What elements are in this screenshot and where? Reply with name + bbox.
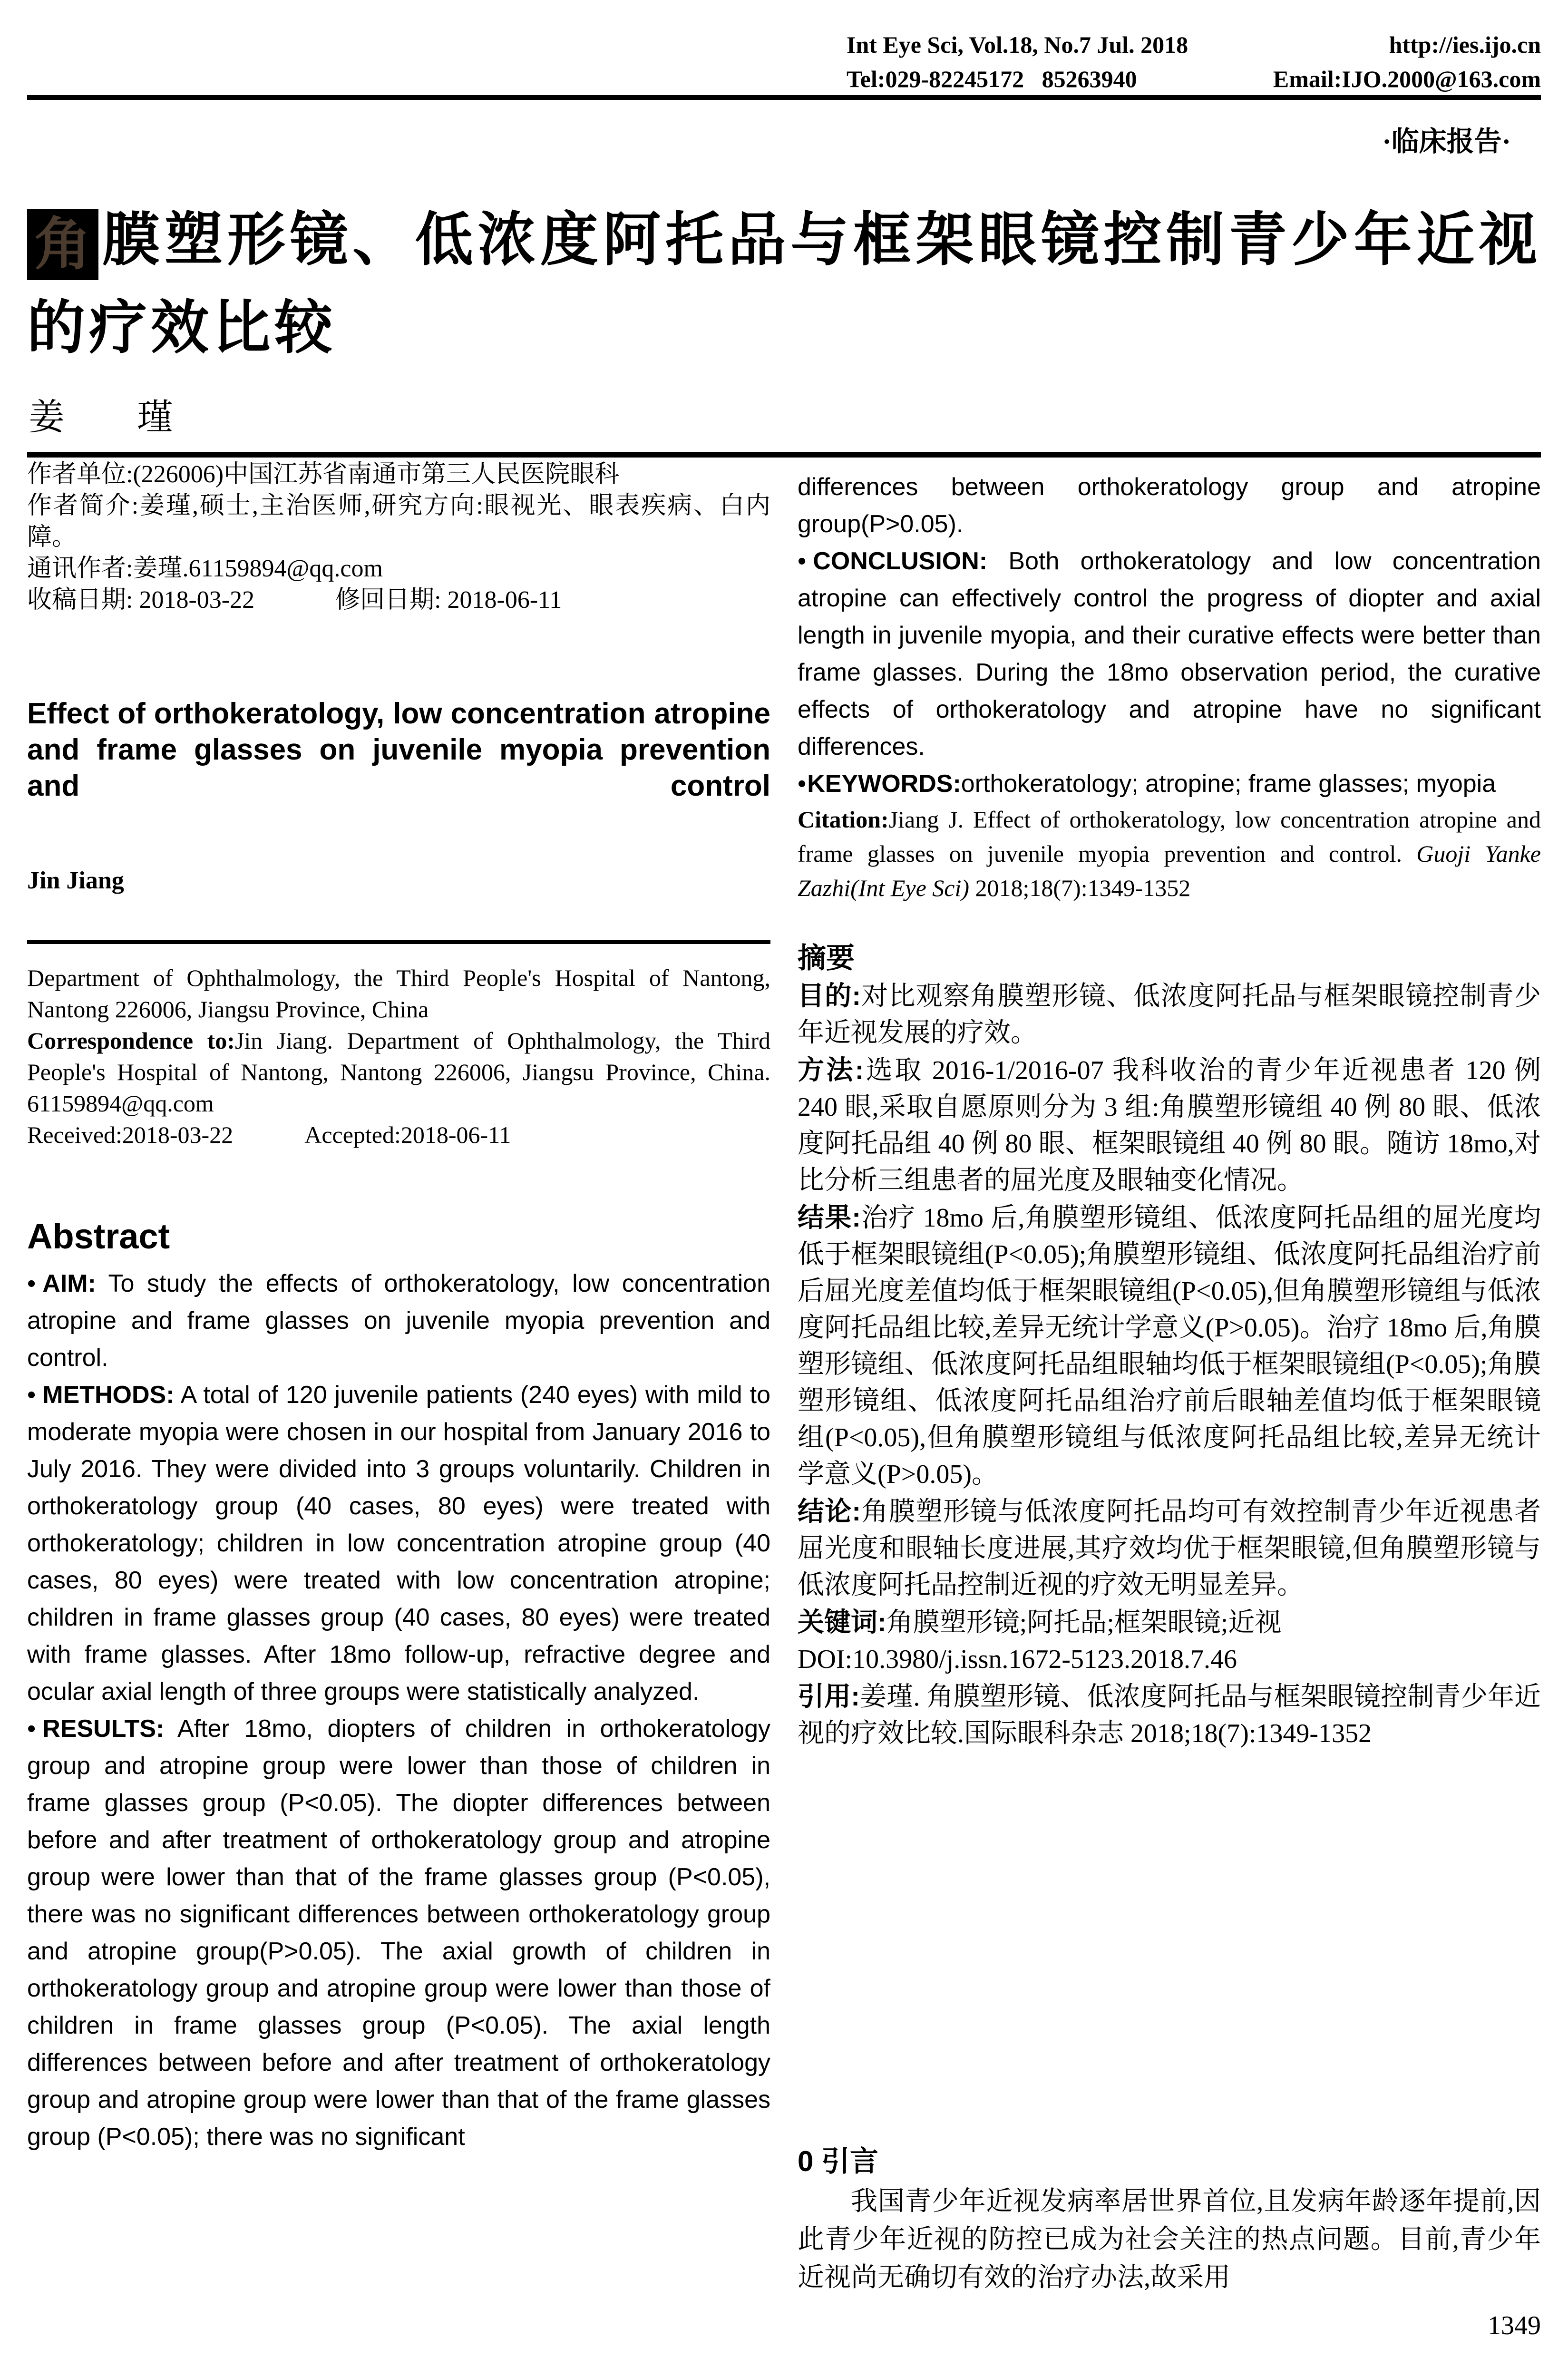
keywords-text: orthokeratology; atropine; frame glasses; myopia [961, 770, 1496, 798]
abstract-cn [798, 977, 1541, 1678]
conclusion-label: CONCLUSION: [813, 547, 988, 575]
introduction-heading: 0 引言 [798, 2145, 879, 2177]
journal-tel: Tel:029-82245172 85263940 [847, 66, 1137, 92]
results-label-cn: 结果: [798, 1202, 861, 1232]
abstract-results-part2: differences between orthokeratology group and atropine group(P>0.05). [798, 473, 1541, 538]
doi-value: 10.3980/j.issn.1672-5123.2018.7.46 [852, 1645, 1237, 1674]
masthead-row-2 [847, 62, 1541, 96]
bullet-icon: • [27, 1715, 36, 1743]
methods-text-cn: 选取 2016-1/2016-07 我科收治的青少年近视患者 120 例 240 眼,采取自愿原则分为 3 组:角膜塑形镜组 40 例 80 眼、低浓度阿托品组 40 例 80 眼、框架眼镜组 40 例 80 眼。随访 18mo,对比分析三组患者的屈光度及眼轴变化情况。 [798, 1056, 1541, 1195]
author-name-en: Jin Jiang [27, 867, 124, 894]
english-front-matter [27, 962, 770, 1150]
abstract-conclusion [798, 543, 1541, 765]
affiliation-rule [27, 940, 770, 944]
corresponding-author-note-cn: 通讯作者:姜瑾.61159894@qq.com [27, 555, 383, 582]
masthead-row-1 [847, 28, 1541, 62]
left-column [27, 459, 770, 2340]
correspondence-en [27, 1025, 770, 1119]
aim-text: To study the effects of orthokeratology, low concentration atropine and frame glasses on juvenile myopia prevention and control. [27, 1270, 770, 1372]
article-title-cn [27, 196, 1541, 372]
received-label: Received: [27, 1121, 122, 1148]
conclusion-label-cn: 结论: [798, 1496, 861, 1526]
aim-text-cn: 对比观察角膜塑形镜、低浓度阿托品与框架眼镜控制青少年近视发展的疗效。 [798, 982, 1541, 1048]
correspondence-label: Correspondence to: [27, 1027, 235, 1054]
article-title-en: Effect of orthokeratology, low concentration atropine and frame glasses on juvenile myopia prevention and control [27, 697, 770, 802]
aim-label-cn: 目的: [798, 981, 861, 1011]
keywords-label: KEYWORDS: [807, 770, 961, 798]
abstract-cn-methods [798, 1052, 1541, 1199]
keywords-label-cn: 关键词: [798, 1607, 886, 1637]
abstract-cn-aim [798, 977, 1541, 1052]
results-text-cn: 治疗 18mo 后,角膜塑形镜组、低浓度阿托品组的屈光度均低于框架眼镜组(P<0.05);角膜塑形镜组、低浓度阿托品组治疗前后屈光度差值均低于框架眼镜组(P<0.05),但角膜塑形镜组与低浓度阿托品组比较,差异无统计学意义(P>0.05)。治疗 18mo 后,角膜塑形镜组、低浓度阿托品组眼轴均低于框架眼镜组(P<0.05);角膜塑形镜组、低浓度阿托品组治疗前后眼轴差值均低于框架眼镜组(P<0.05),但角膜塑形镜组与低浓度阿托品组比较,差异无统计学意义(P>0.05)。 [798, 1203, 1541, 1489]
methods-text: A total of 120 juvenile patients (240 eyes) with mild to moderate myopia were chosen in our hospital from January 2016 to July 2016. They were divided into 3 groups voluntarily. Children in orthokeratology group (40 cases, 80 eyes) were treated with orthokeratology; children in low concentration atropine group (40 cases, 80 eyes) were treated with low concentration atropine; children in frame glasses group (40 cases, 80 eyes) were treated with frame glasses. After 18mo follow-up, refractive degree and ocular axial length of three groups were statistically analyzed. [27, 1381, 770, 1705]
abstract-cn-keywords [798, 1604, 1541, 1641]
abstract-cn-results [798, 1199, 1541, 1493]
bullet-icon: • [798, 547, 807, 575]
masthead-rule [27, 95, 1541, 100]
results-label: RESULTS: [42, 1715, 165, 1743]
bullet-icon: • [798, 770, 807, 798]
accepted-date: 2018-06-11 [400, 1121, 511, 1148]
methods-label-cn: 方法: [798, 1055, 864, 1085]
keywords-text-cn: 角膜塑形镜;阿托品;框架眼镜;近视 [886, 1608, 1282, 1637]
journal-email: Email:IJO.2000@163.com [1273, 66, 1541, 92]
abstract-en-continued [798, 468, 1541, 802]
author-bio-note-cn: 作者简介:姜瑾,硕士,主治医师,研究方向:眼视光、眼表疾病、白内障。 [27, 492, 770, 551]
abstract-keywords [798, 765, 1541, 802]
bullet-icon: • [27, 1381, 36, 1409]
journal-website: http://ies.ijo.cn [1389, 31, 1541, 58]
conclusion-text: Both orthokeratology and low concentration atropine can effectively control the progress of diopter and axial length in juvenile myopia, and their curative effects were better than frame glasses. During the 18mo observation period, the curative effects of orthokeratology and atropine have no significant differences. [798, 547, 1541, 760]
citation-text-cn: 姜瑾. 角膜塑形镜、低浓度阿托品与框架眼镜控制青少年近视的疗效比较.国际眼科杂志 2018;18(7):1349-1352 [798, 1682, 1541, 1748]
citation-label-cn: 引用: [798, 1681, 860, 1711]
abstract-cn-conclusion [798, 1493, 1541, 1604]
conclusion-text-cn: 角膜塑形镜与低浓度阿托品均可有效控制青少年近视患者屈光度和眼轴长度进展,其疗效均优于框架眼镜,但角膜塑形镜与低浓度阿托品控制近视的疗效无明显差异。 [798, 1497, 1541, 1600]
introduction-text: 我国青少年近视发病率居世界首位,且发病年龄逐年提前,因此青少年近视的防控已成为社会关注的热点问题。目前,青少年近视尚无确切有效的治疗办法,故采用 [798, 2187, 1541, 2292]
received-date: 2018-03-22 [122, 1121, 234, 1148]
citation-en [798, 802, 1541, 905]
citation-journal: Guoji Yanke Zazhi(Int Eye Sci) [798, 840, 1541, 901]
doi-line [798, 1641, 1541, 1678]
journal-masthead [847, 28, 1541, 96]
page-number: 1349 [1488, 2311, 1541, 2340]
dates-note-cn [27, 585, 770, 616]
article-title-cn-text: 膜塑形镜、低浓度阿托品与框架眼镜控制青少年近视的疗效比较 [27, 207, 1541, 360]
journal-issue-info: Int Eye Sci, Vol.18, No.7 Jul. 2018 [847, 31, 1188, 58]
title-rule [27, 452, 1541, 458]
accepted-label: Accepted: [304, 1121, 401, 1148]
right-column [798, 459, 1541, 2114]
citation-cn [798, 1678, 1541, 1752]
section-badge: ·临床报告· [1382, 126, 1511, 157]
dates-en [27, 1119, 770, 1150]
results-text-part1: After 18mo, diopters of children in orthokeratology group and atropine group were lower than those of children in frame glasses group (P<0.05). The diopter differences between before and after treatment of orthokeratology group and atropine group were lower than that of the frame glasses group (P<0.05), there was no significant differences between orthokeratology group and atropine group(P>0.05). The axial growth of children in orthokeratology group and atropine group were lower than those of children in frame glasses group (P<0.05). The axial length differences between before and after treatment of orthokeratology group and atropine group were lower than that of the frame glasses group (P<0.05); there was no significant [27, 1715, 770, 2151]
citation-pre: Jiang J. Effect of orthokeratology, low concentration atropine and frame glasses on juvenile myopia prevention and control. [798, 806, 1541, 867]
affiliation-note-cn: 作者单位:(226006)中国江苏省南通市第三人民医院眼科 [27, 461, 620, 488]
abstract-aim [27, 1265, 770, 1376]
doi-label: DOI: [798, 1645, 853, 1674]
revised-date-cn: 修回日期: 2018-06-11 [335, 586, 562, 614]
citation-post: 2018;18(7):1349-1352 [969, 875, 1191, 901]
affiliation-en: Department of Ophthalmology, the Third People's Hospital of Nantong, Nantong 226006, Jiangsu Province, China [27, 964, 770, 1023]
correspondence-text: Jin Jiang. Department of Ophthalmology, the Third People's Hospital of Nantong, Nantong 226006, Jiangsu Province, China. 61159894@qq.com [27, 1027, 770, 1117]
citation-label: Citation: [798, 806, 889, 833]
abstract-methods [27, 1376, 770, 1710]
abstract-heading-en: Abstract [27, 1217, 170, 1256]
methods-label: METHODS: [42, 1381, 175, 1409]
author-notes-cn [27, 459, 770, 616]
bullet-icon: • [27, 1270, 36, 1297]
dropcap-character: 角 [27, 209, 98, 280]
introduction-section [798, 2143, 1541, 2297]
author-name-cn: 姜 瑾 [29, 398, 173, 438]
abstract-results-part1 [27, 1710, 770, 2155]
received-date-cn: 收稿日期: 2018-03-22 [27, 586, 255, 614]
abstract-heading-cn: 摘要 [798, 942, 855, 974]
aim-label: AIM: [42, 1270, 96, 1297]
abstract-en [27, 1265, 770, 2155]
